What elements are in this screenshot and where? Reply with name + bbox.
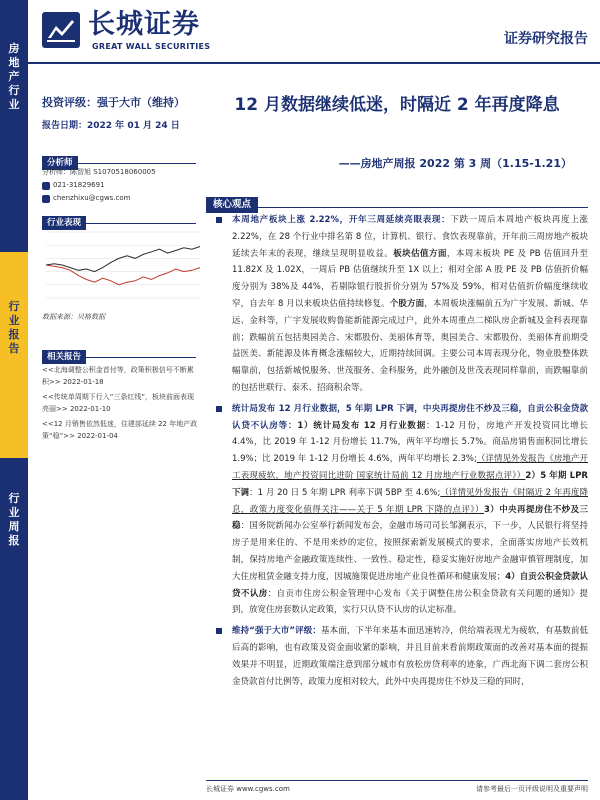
analyst-phone: 021-31829691 — [53, 181, 105, 189]
sidebar-label-weekly: 行 业 周 报 — [8, 492, 20, 547]
sidebar-label-industry: 房 地 产 行 业 — [8, 42, 20, 111]
paragraph-bold: 个股方面 — [389, 298, 425, 309]
core-paragraph-2 — [206, 401, 588, 619]
header-divider — [28, 62, 600, 64]
paragraph-text: ：国务院新闻办公室举行新闻发布会，金融市场司司长邹澜表示，下一步，人民银行将坚持房子是用来住的、不是用来炒的定位，按照探索新发展模式的要求，全面落实房地产长效机制，保持房地产金融政策连续性、一致性、稳定性，稳妥实施好房地产金融审慎管理制度，加大住房租赁金融支持力度，因城施策促进房地产业良性循环和健康发展； — [232, 521, 588, 582]
related-report-item[interactable]: <<北海调整公积金首付等，政策积极信号不断累积>> 2022-01-18 — [42, 366, 194, 386]
core-view-body — [206, 212, 588, 694]
paragraph-text: ：自贡市住房公积金管理中心发布《关于调整住房公积金贷款有关问题的通知》提到，放宽住房套数认定政策，实行只认贷不认房的认定标准。 — [232, 588, 588, 616]
paragraph-heading: 维持“强于大市”评级： — [232, 626, 321, 637]
logo-name-en: GREAT WALL SECURITIES — [92, 42, 211, 51]
core-paragraph-1 — [206, 212, 588, 397]
logo-name-cn: 长城证券 — [88, 9, 200, 40]
chart-series-line-1 — [46, 265, 200, 285]
core-view-heading — [206, 192, 588, 208]
paragraph-text: ，本周末板块 PE 及 PB 估值回升至 11.82X 及 1.02X，一周后 PB 估值继续升至 1X 以上；相对全部 A 股 PE 及 PB 估值折价幅度分别为 38%及 44%，若剔除银行股折价分别为 57%及 59%，相对估值折价幅度继续收窄，自去年 8 月以来板块估值持续修复。 — [232, 248, 588, 309]
paragraph-bold: 4）自贡公积金贷款认贷不认房 — [232, 571, 588, 599]
bullet-icon — [216, 406, 222, 412]
core-view-label: 核心观点 — [206, 197, 258, 213]
report-link[interactable]: （详情见外发报告《房地产开工表现疲软，地产投资同比进阶 国家统计局前 12 月房地产行业数据点评》） — [232, 454, 588, 481]
paragraph-text: ：1-12 月份，房地产开发投资同比增长 4.4%，比 2019 年 1-12 月份增长 11.7%，两年平均增长 5.7%。商品房销售面积同比增长 1.9%；比 2019 年 1-12 月份增长 4.6%，两年平均增长 2.3%; — [232, 420, 588, 465]
paragraph-text: 基本面，下半年来基本面迅速转冷，供给端表现尤为疲软，有基数前低后高的影响，也有政策及资金面收紧的影响，并且目前来看前期政策面的改善对基本面的提振效果并不明显，近期政策端注意到部分城市有放松房贷利率的迹象，广西北海下调二套房公积金贷款首付比例等，政策力度相对较大，此外中央再提房住不炒及三稳的同时， — [232, 626, 588, 687]
paragraph-bold: 2）5 年期 LPR 下调 — [232, 470, 588, 498]
report-link[interactable]: （详情见外发报告《时隔近 2 年再度降息，政策力度变化值得关注——关于 5 年期 LPR 下降的点评》） — [232, 487, 588, 515]
bullet-icon — [216, 217, 222, 223]
analyst-info — [42, 166, 196, 205]
chart-source: 数据来源：贝格数据 — [42, 313, 105, 321]
industry-performance-heading — [42, 210, 196, 228]
footer-website[interactable]: 长城证券 www.cgws.com — [206, 785, 290, 793]
chart-series-line-2 — [46, 247, 200, 272]
related-reports-label: 相关报告 — [42, 350, 86, 364]
paragraph-text: ：1 月 20 日 5 年期 LPR 利率下调 5BP 至 4.6%; — [249, 487, 441, 498]
paragraph-bold: 板块估值方面 — [393, 248, 447, 259]
footer-divider — [206, 780, 588, 781]
email-icon — [42, 195, 50, 203]
bullet-icon — [216, 628, 222, 634]
paragraph-heading: 本周地产板块上涨 2.22%，开年三周延续亮眼表现： — [232, 215, 451, 225]
analyst-email[interactable]: chenzhixu@cgws.com — [53, 194, 131, 202]
related-reports-heading — [42, 344, 196, 362]
analyst-name: 分析师：陈智旭 S1070518060005 — [42, 168, 156, 176]
investment-rating: 投资评级：强于大市（维持） — [42, 96, 185, 109]
core-paragraph-3 — [206, 623, 588, 690]
industry-performance-chart — [42, 226, 204, 310]
report-subtitle: ——房地产周报 2022 第 3 周（1.15-1.21） — [338, 157, 572, 170]
related-reports-list — [42, 364, 198, 445]
paragraph-text: 下跌一周后本周地产板块再度上涨 2.22%，在 28 个行业中排名第 8 位，计算机、银行、食饮表现靠前，开年前三周房地产板块延续去年末的表现，继续呈现明显收益。 — [232, 215, 588, 259]
footer-disclaimer: 请参考最后一页评级说明及重要声明 — [476, 785, 588, 793]
analyst-heading — [42, 150, 196, 168]
report-title: 12 月数据继续低迷，时隔近 2 年再度降息 — [234, 95, 560, 115]
paragraph-bold: 1）统计局发布 12 月行业数据 — [297, 420, 427, 431]
phone-icon — [42, 182, 50, 190]
analyst-heading-label: 分析师 — [42, 156, 78, 170]
paragraph-bold: 3）中央再提房住不炒及三稳 — [232, 504, 588, 532]
industry-performance-label: 行业表现 — [42, 216, 86, 230]
related-report-item[interactable]: <<12 月销售依然低迷，住建部延续 22 年地产政策“稳”>> 2022-01-04 — [42, 420, 198, 440]
report-type-label: 证券研究报告 — [504, 31, 588, 47]
related-report-item[interactable]: <<传统单周期下行入“三条红线”，板块前面表现亮丽>> 2022-01-10 — [42, 393, 194, 413]
paragraph-text: ，本周板块涨幅前五为广宇发展、新城、华远、金科等，广宇发展收购鲁能新能源完成过户，此外本周重点二梯队房企新城及金科表现靠前；跌幅前五包括奥园美合、宋都股份、美丽体育等，奥园美合、宋都股份、美丽体育前期受益医美、新能源及体育概念涨幅较大，近期持续回调。主要公司本周表现分化，物业股整体跌幅靠前，包括新城悦服务、世茂服务、金科服务，此外融创及世茂表现同样靠前，而跌幅靠前的包括世联行、泰禾、招商积余等。 — [232, 298, 588, 393]
report-date: 报告日期：2022 年 01 月 24 日 — [42, 121, 180, 131]
paragraph-heading: 统计局发布 12 月行业数据，5 年期 LPR 下调，中央再提房住不炒及三稳，自贡公积金贷款认贷不认房等： — [232, 403, 588, 431]
company-logo-icon — [42, 12, 80, 48]
sidebar-label-report: 行 业 报 告 — [8, 300, 20, 355]
